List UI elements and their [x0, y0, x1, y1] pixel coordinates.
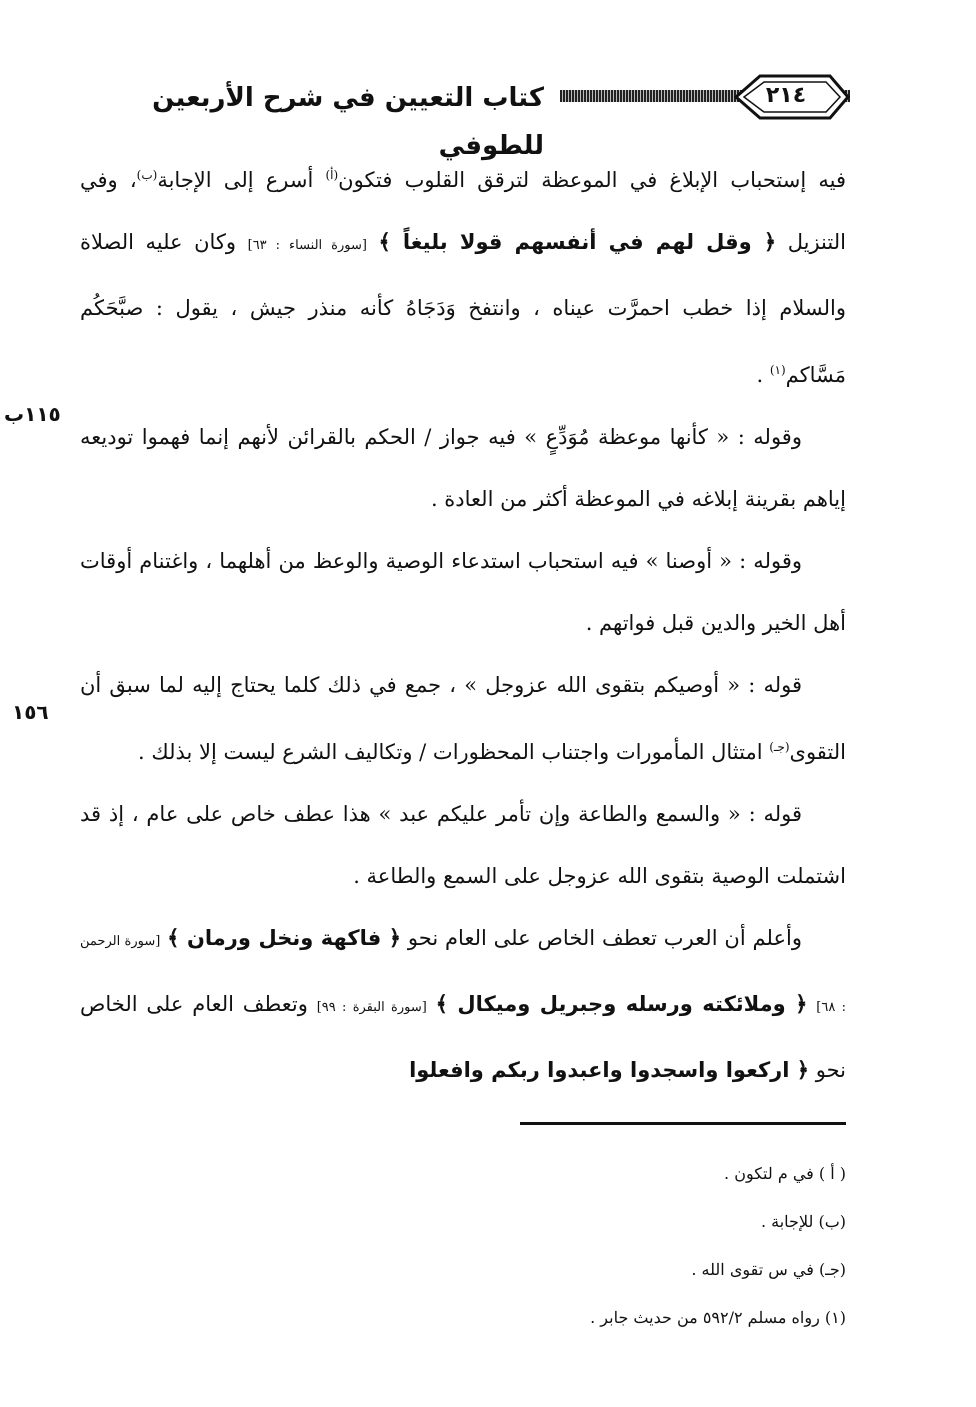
- page-number-badge: [730, 72, 850, 122]
- book-title: كتاب التعيين في شرح الأربعين للطوفي: [80, 74, 560, 122]
- footnote-ref-b[interactable]: (ب): [136, 168, 158, 182]
- margin-folio-2: ١٥٦: [12, 700, 49, 724]
- running-header: [80, 72, 850, 161]
- surah-reference: [سورة البقرة : ٩٩]: [316, 1000, 427, 1015]
- footnote-1: (١) رواه مسلم ٥٩٢/٢ من حديث جابر .: [590, 1308, 846, 1327]
- margin-folio-1: ١١٥ب: [4, 402, 61, 426]
- paragraph-2: وقوله : « كأنها موعظة مُوَدِّعٍ » فيه جواز / الحكم بالقرائن لأنهم إنما فهموا توديعه إياهم بقرينة إبلاغه في الموعظة أكثر من العادة .: [80, 425, 846, 511]
- surah-reference: [سورة الرحمن : ٦٨]: [80, 934, 846, 1015]
- paragraph-3: وقوله : « أوصنا » فيه استحباب استدعاء الوصية والوعظ من أهلهما ، واغتنام أوقات أهل الخير والدين قبل فواتهم .: [80, 549, 846, 635]
- paragraph-6: وأعلم أن العرب تعطف الخاص على العام نحو ﴿ فاكهة ونخل ورمان ﴾ [سورة الرحمن : ٦٨] ﴿ وملائكته ورسله وجبريل وميكال ﴾ [سورة البقرة : ٩٩] وتعطف العام على الخاص نحو ﴿ اركعوا واسجدوا واعبدوا ربكم وافعلوا: [80, 926, 846, 1082]
- quran-quote: ﴿ فاكهة ونخل ورمان ﴾: [167, 926, 402, 950]
- footnote-b: (ب) للإجابة .: [760, 1212, 846, 1231]
- main-text: [80, 144, 846, 1101]
- footnote-ref-c[interactable]: (جـ): [769, 740, 790, 754]
- footnote-a: ( أ ) في م لتكون .: [724, 1164, 846, 1183]
- paragraph-4: قوله : « أوصيكم بتقوى الله عزوجل » ، جمع في ذلك كلما يحتاج إليه لما سبق أن التقوى$^{(جـ)}$ امتثال المأمورات واجتناب المحظورات / وتكاليف الشرع ليست إلا بذلك .: [80, 673, 846, 764]
- paragraph-5: قوله : « والسمع والطاعة وإن تأمر عليكم عبد » هذا عطف خاص على عام ، إذ قد اشتملت الوصية بتقوى الله عزوجل على السمع والطاعة .: [80, 802, 846, 888]
- quran-quote: ﴿ وملائكته ورسله وجبريل وميكال ﴾: [435, 992, 808, 1016]
- paragraph-1: فيه إستحباب الإبلاغ في الموعظة لترقق القلوب فتكون$^{(أ)}$ أسرع إلى الإجابة$^{(ب)}$، وفي التنزيل ﴿ وقل لهم في أنفسهم قولا بليغاً ﴾ [سورة النساء : ٦٣] وكان عليه الصلاة والسلام إذا خطب احمرَّت عيناه ، وانتفخ وَدَجَاهُ كأنه منذر جيش ، يقول : صبَّحَكُم مَسَّاكم$^{(١)}$ .: [80, 168, 846, 387]
- page-number: ٢١٤: [765, 83, 807, 108]
- surah-reference: [سورة النساء : ٦٣]: [247, 238, 367, 253]
- footnote-ref-1[interactable]: (١): [769, 363, 786, 377]
- quran-quote: ﴿ وقل لهم في أنفسهم قولا بليغاً ﴾: [378, 230, 777, 254]
- footnotes: [80, 1150, 846, 1342]
- footnote-divider: [520, 1122, 846, 1125]
- quran-quote: ﴿ اركعوا واسجدوا واعبدوا ربكم وافعلوا: [409, 1058, 810, 1082]
- footnote-ref-a[interactable]: (أ): [325, 168, 339, 182]
- footnote-c: (جـ) في س تقوى الله .: [691, 1260, 846, 1279]
